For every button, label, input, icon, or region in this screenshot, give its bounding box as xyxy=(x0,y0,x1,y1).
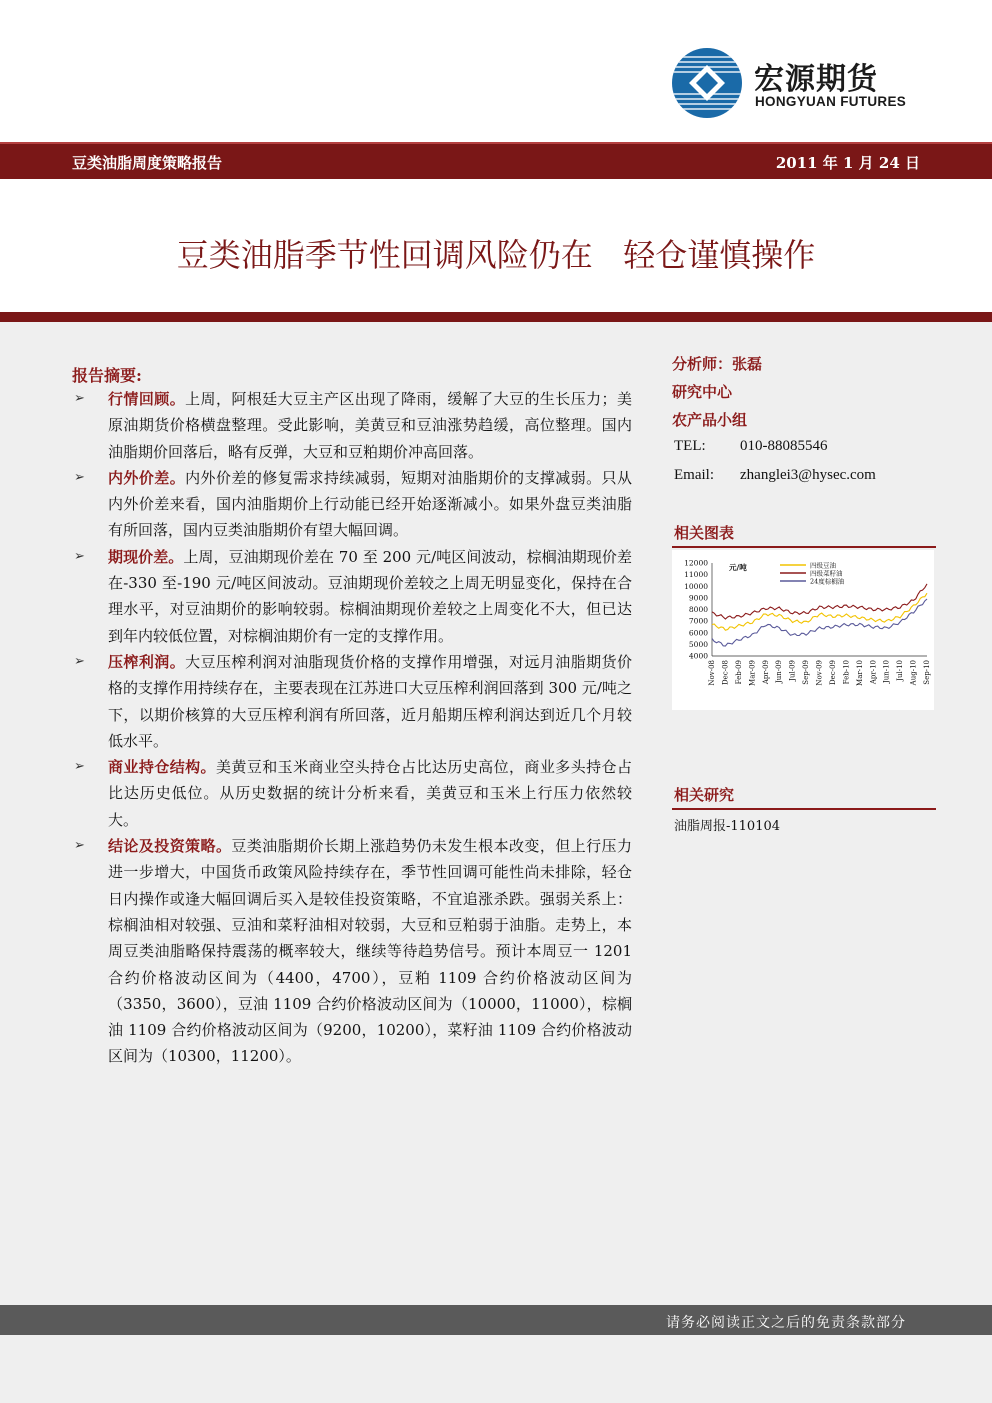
bullet-arrow-icon: ➢ xyxy=(74,653,85,669)
y-tick-label: 10000 xyxy=(684,581,708,591)
bullet-arrow-icon: ➢ xyxy=(74,838,85,854)
email-label: Email: xyxy=(674,467,714,483)
bullet-text: 上周，阿根廷大豆主产区出现了降雨，缓解了大豆的生长压力；美原油期货价格横盘整理。受此影响，美黄豆和豆油涨势趋缓，高位整理。国内油脂期价回落后，略有反弹，大豆和豆粕期价冲高回落。 xyxy=(108,390,632,461)
bullet-arrow-icon: ➢ xyxy=(74,469,85,485)
related-research-title: 相关研究 xyxy=(672,784,936,810)
bullet-heading: 商业持仓结构。 xyxy=(108,758,216,777)
report-title: 豆类油脂季节性回调风险仍在 轻仓谨慎操作 xyxy=(176,236,816,274)
summary-bullet-conclusion xyxy=(72,833,632,1070)
y-tick-label: 5000 xyxy=(688,639,708,649)
x-tick-label: Dec-08 xyxy=(721,660,730,685)
summary-bullet-spread xyxy=(72,465,632,544)
logo-emblem-icon xyxy=(672,48,742,118)
disclaimer-notice: 请务必阅读正文之后的免责条款部分 xyxy=(666,1315,906,1331)
y-tick-label: 4000 xyxy=(688,651,708,661)
bullet-arrow-icon: ➢ xyxy=(74,759,85,775)
research-group: 农产品小组 xyxy=(672,411,748,429)
x-tick-label: Aug-10 xyxy=(909,660,918,686)
contact-tel xyxy=(672,434,934,463)
x-tick-label: Apr-09 xyxy=(761,660,770,685)
x-tick-label: Mar-09 xyxy=(748,660,757,686)
logo-chinese-name: 宏源期货 xyxy=(754,62,878,97)
analyst-name: 分析师：张磊 xyxy=(672,355,763,373)
bullet-arrow-icon: ➢ xyxy=(74,548,85,564)
title-separator-bar xyxy=(0,312,992,322)
x-tick-label: Feb-09 xyxy=(734,660,743,685)
report-category: 豆类油脂周度策略报告 xyxy=(72,154,223,172)
x-tick-label: Sep-09 xyxy=(802,660,811,685)
y-tick-label: 6000 xyxy=(688,628,708,638)
summary-bullet-crush-margin xyxy=(72,649,632,754)
price-chart xyxy=(672,550,934,710)
x-tick-label: Jun-09 xyxy=(775,660,784,684)
legend-label: 四级菜籽油 xyxy=(810,569,843,578)
bullet-text: 豆类油脂期价长期上涨趋势仍未发生根本改变，但上行压力进一步增大，中国货币政策风险持续存在，季节性回调可能性尚未排除，轻仓日内操作或逢大幅回调后买入是较佳投资策略，不宜追涨杀跌。强弱关系上：棕榈油相对较强、豆油和菜籽油相对较弱，大豆和豆粕弱于油脂。走势上，本周豆类油脂略保持震荡的概率较大，继续等待趋势信号。预计本周豆一 1201 合约价格波动区间为（4400，4700），豆粕 1109 合约价格波动区间为（3350，3600），豆油 1109 合约价格波动区间为（10000，11000），棕榈油 1109 合约价格波动区间为（9200，10200），菜籽油 1109 合约价格波动区间为（10300，11200）。 xyxy=(108,837,632,1066)
research-department: 研究中心 xyxy=(672,383,733,401)
summary-bullet-basis xyxy=(72,544,632,649)
bullet-text: 上周，豆油期现价差在 70 至 200 元/吨区间波动，棕榈油期现价差在-330 至-190 元/吨区间波动。豆油期现价差较之上周无明显变化，保持在合理水平，对豆油期价的影响较弱。棕榈油期现价差较之上周变化不大，但已达到年内较低位置，对棕榈油期价有一定的支撑作用。 xyxy=(108,547,632,645)
tel-value: 010-88085546 xyxy=(740,438,828,454)
tel-label: TEL: xyxy=(674,438,706,454)
legend-label: 24度棕榈油 xyxy=(810,577,845,586)
summary-heading: 报告摘要: xyxy=(72,366,142,385)
x-tick-label: Jul-10 xyxy=(896,660,905,681)
y-unit-label: 元/吨 xyxy=(729,563,747,572)
x-tick-label: Apr-10 xyxy=(869,660,878,685)
x-tick-label: Feb-10 xyxy=(842,660,851,685)
x-tick-label: Jun-10 xyxy=(882,660,891,684)
x-tick-label: Dec-09 xyxy=(828,660,837,685)
y-tick-label: 12000 xyxy=(684,558,708,568)
email-value[interactable]: zhanglei3@hysec.com xyxy=(740,467,876,483)
bullet-heading: 结论及投资策略。 xyxy=(108,837,232,856)
chart-section-title: 相关图表 xyxy=(672,522,936,548)
y-tick-label: 8000 xyxy=(688,605,708,614)
related-research-item[interactable]: 油脂周报-110104 xyxy=(674,819,781,834)
contact-email xyxy=(672,463,934,492)
summary-bullet-commercial-position xyxy=(72,754,632,833)
summary-bullet-market-review xyxy=(72,386,632,465)
bullet-text: 大豆压榨利润对油脂现货价格的支撑作用增强，对远月油脂期货价格的支撑作用持续存在，主要表现在江苏进口大豆压榨利润回落到 300 元/吨之下，以期价核算的大豆压榨利润有所回落，近月船期压榨利润达到近几个月较低水平。 xyxy=(108,652,632,750)
x-tick-label: Sep-10 xyxy=(923,660,931,685)
bullet-text: 内外价差的修复需求持续减弱，短期对油脂期价的支撑减弱。只从内外价差来看，国内油脂期价上行动能已经开始逐渐减小。如果外盘豆类油脂有所回落，国内豆类油脂期价有望大幅回调。 xyxy=(108,468,632,540)
y-tick-label: 9000 xyxy=(688,593,708,603)
y-tick-label: 7000 xyxy=(688,616,708,626)
x-tick-label: Nov-08 xyxy=(708,660,716,686)
summary-bullet-list xyxy=(72,386,632,1070)
price-chart-svg xyxy=(672,550,934,710)
footer-bar xyxy=(0,1305,992,1335)
y-tick-label: 11000 xyxy=(684,570,708,580)
bullet-heading: 期现价差。 xyxy=(108,547,184,566)
logo-english-name: HONGYUAN FUTURES xyxy=(755,94,907,109)
legend-label: 四级豆油 xyxy=(810,561,836,570)
bullet-heading: 压榨利润。 xyxy=(108,652,186,671)
bullet-heading: 内外价差。 xyxy=(108,468,186,487)
bullet-arrow-icon: ➢ xyxy=(74,391,85,406)
bullet-text: 美黄豆和玉米商业空头持仓占比达历史高位，商业多头持仓占比达历史低位。从历史数据的统计分析来看，美黄豆和玉米上行压力依然较大。 xyxy=(108,758,632,829)
report-header-bar xyxy=(0,142,992,179)
x-tick-label: Mar-10 xyxy=(855,660,864,686)
bullet-heading: 行情回顾。 xyxy=(108,390,186,408)
x-tick-label: Nov-09 xyxy=(815,660,824,686)
report-date: 2011 年 1 月 24 日 xyxy=(775,154,920,172)
company-logo xyxy=(672,48,932,118)
x-tick-label: Jul-09 xyxy=(788,660,797,681)
analyst-info xyxy=(672,350,934,492)
